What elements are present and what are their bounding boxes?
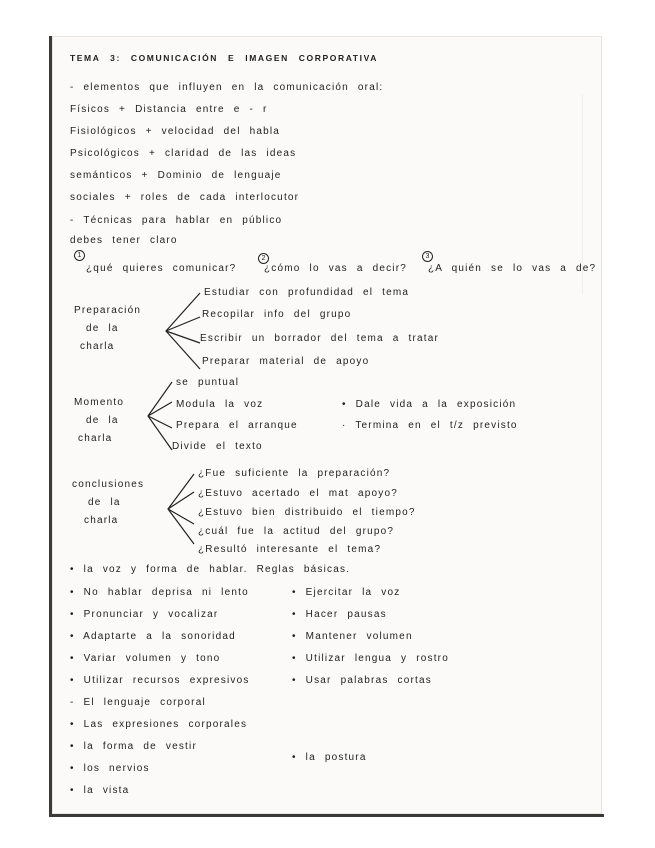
list-item: Divide el texto [172, 441, 263, 452]
question-what: ¿qué quieres comunicar? [86, 263, 237, 274]
notebook-page [52, 36, 602, 814]
intro-line: sociales + roles de cada interlocutor [70, 192, 300, 203]
list-item: Preparar material de apoyo [202, 356, 370, 367]
list-item: ¿Resultó interesante el tema? [198, 544, 382, 555]
list-item: ¿Estuvo bien distribuido el tiempo? [198, 507, 416, 518]
list-item: • la vista [70, 785, 130, 796]
question-how: ¿cómo lo vas a decir? [264, 263, 408, 274]
list-item: se puntual [176, 377, 240, 388]
techniques-subheading: debes tener claro [70, 235, 178, 246]
list-item: • Utilizar recursos expresivos [70, 675, 250, 686]
list-item: • Las expresiones corporales [70, 719, 248, 730]
list-item: · Termina en el t/z previsto [342, 420, 518, 431]
list-item: ¿Fue suficiente la preparación? [198, 468, 391, 479]
intro-line: Fisiológicos + velocidad del habla [70, 126, 281, 137]
list-item: • Variar volumen y tono [70, 653, 221, 664]
intro-line: semánticos + Dominio de lenguaje [70, 170, 282, 181]
section-label-line: de la [86, 415, 119, 426]
list-item: Escribir un borrador del tema a tratar [200, 333, 440, 344]
section-label-line: charla [84, 515, 119, 526]
list-item: ¿Estuvo acertado el mat apoyo? [198, 488, 398, 499]
list-item: • Adaptarte a la sonoridad [70, 631, 236, 642]
section-label-line: conclusiones [72, 479, 145, 490]
bracket-icon [164, 472, 198, 546]
number-marker: 3 [422, 251, 433, 262]
number-marker: 2 [258, 253, 269, 264]
list-item: • Ejercitar la voz [292, 587, 401, 598]
list-item: • la postura [292, 752, 367, 763]
intro-heading: - elementos que influyen en la comunicación oral: [70, 82, 384, 93]
list-item: • la forma de vestir [70, 741, 197, 752]
list-item: • Usar palabras cortas [292, 675, 432, 686]
list-item: Recopilar info del grupo [202, 309, 352, 320]
body-language-heading: - El lenguaje corporal [70, 697, 206, 708]
list-item: • los nervios [70, 763, 150, 774]
section-label-line: de la [88, 497, 121, 508]
section-label-line: Momento [74, 397, 125, 408]
intro-line: Físicos + Distancia entre e - r [70, 104, 268, 115]
section-label-line: de la [86, 323, 119, 334]
rules-heading: • la voz y forma de hablar. Reglas básicas. [70, 564, 351, 575]
list-item: • Dale vida a la exposición [342, 399, 517, 410]
section-label-line: charla [78, 433, 113, 444]
intro-line: Psicológicos + claridad de las ideas [70, 148, 297, 159]
number-marker: 1 [74, 250, 85, 261]
list-item: Estudiar con profundidad el tema [204, 287, 410, 298]
list-item: • Mantener volumen [292, 631, 413, 642]
bracket-icon [162, 291, 204, 371]
page-title: TEMA 3: COMUNICACIÓN E IMAGEN CORPORATIVA [70, 53, 378, 63]
question-who: ¿A quién se lo vas a de? [428, 263, 597, 274]
list-item: • Pronunciar y vocalizar [70, 609, 219, 620]
list-item: • No hablar deprisa ni lento [70, 587, 249, 598]
list-item: • Utilizar lengua y rostro [292, 653, 449, 664]
section-label-line: charla [80, 341, 115, 352]
techniques-heading: - Técnicas para hablar en público [70, 215, 283, 226]
list-item: Prepara el arranque [176, 420, 298, 431]
list-item: ¿cuál fue la actitud del grupo? [198, 526, 395, 537]
section-label-line: Preparación [74, 305, 142, 316]
list-item: Modula la voz [176, 399, 264, 410]
list-item: • Hacer pausas [292, 609, 387, 620]
